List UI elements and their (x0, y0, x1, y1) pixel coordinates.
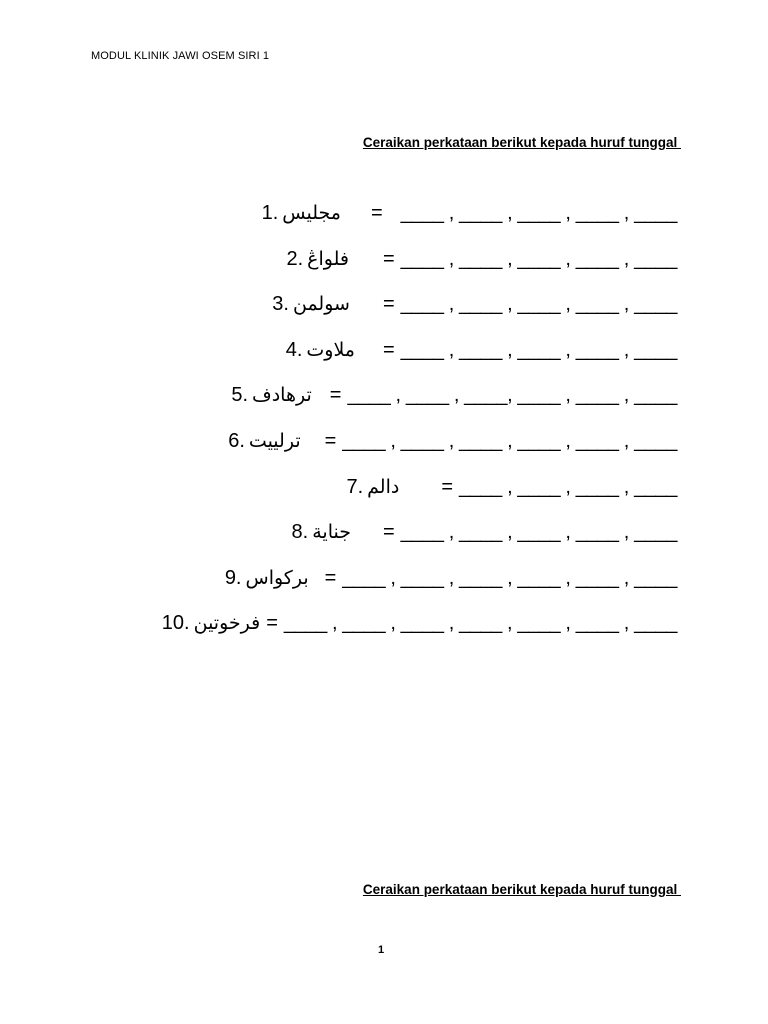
exercise-list (57, 202, 677, 658)
answer-blanks[interactable]: ____ , ____ , ____ , ____ , ____ , ____ , ____ (283, 612, 677, 635)
exercise-row-3 (57, 293, 677, 339)
equals-sign: = (324, 566, 337, 589)
document-header: MODUL KLINIK JAWI OSEM SIRI 1 (91, 50, 270, 62)
item-number: 6. (228, 429, 245, 452)
exercise-row-9 (57, 567, 677, 613)
instruction-heading: Ceraikan perkataan berikut kepada huruf tunggal (362, 135, 681, 150)
instruction-heading-bottom: Ceraikan perkataan berikut kepada huruf tunggal (362, 882, 681, 897)
answer-blanks[interactable]: ____ , ____ , ____ , ____ , ____ (400, 247, 677, 270)
answer-blanks[interactable]: ____ , ____ , ____ , ____ , ____ (400, 521, 677, 544)
answer-blanks[interactable]: ____ , ____ , ____ , ____ , ____ (400, 293, 677, 316)
jawi-word: برکواس (245, 566, 309, 589)
equals-sign: = (382, 338, 395, 361)
jawi-word: ترلييت (248, 429, 301, 452)
jawi-word: سولمن (292, 293, 350, 316)
item-number: 10. (161, 612, 190, 635)
item-number: 5. (231, 384, 249, 407)
exercise-row-5 (57, 384, 677, 430)
item-number: 9. (224, 566, 242, 589)
equals-sign: = (382, 293, 395, 316)
equals-sign: = (329, 384, 342, 407)
jawi-word: فلواڠ (307, 247, 349, 270)
exercise-row-1 (57, 202, 677, 248)
equals-sign: = (441, 475, 454, 498)
exercise-row-10 (57, 612, 677, 658)
page-number: 1 (378, 944, 385, 956)
item-number: 3. (272, 293, 289, 316)
item-number: 2. (286, 247, 304, 270)
answer-blanks[interactable]: ____ , ____ , ____ , ____ , ____ , ____ (342, 429, 677, 452)
exercise-row-8 (57, 521, 677, 567)
equals-sign: = (266, 612, 278, 635)
jawi-word: فرخوتين (193, 612, 261, 635)
item-number: 1. (261, 202, 279, 224)
answer-blanks[interactable]: ____ , ____ , ____ , ____ , ____ , ____ (342, 566, 677, 589)
answer-blanks[interactable]: ____ , ____ , ____, ____ , ____ , ____ (347, 384, 677, 407)
item-number: 4. (285, 338, 303, 361)
exercise-row-6 (57, 430, 677, 476)
jawi-word: دالم (367, 475, 400, 498)
item-number: 8. (291, 521, 309, 544)
answer-blanks[interactable]: ____ , ____ , ____ , ____ , ____ (400, 338, 677, 361)
equals-sign: = (382, 247, 395, 270)
jawi-word: جناية (312, 521, 351, 544)
equals-sign: = (382, 521, 395, 544)
jawi-word: مجليس (282, 202, 341, 224)
exercise-row-7 (57, 476, 677, 522)
exercise-row-2 (57, 248, 677, 294)
jawi-word: ترهادف (252, 384, 312, 407)
item-number: 7. (346, 475, 364, 498)
answer-blanks[interactable]: ____ , ____ , ____ , ____ (459, 475, 677, 498)
equals-sign: = (370, 202, 383, 224)
jawi-word: ملاوت (306, 338, 355, 361)
exercise-row-4 (57, 339, 677, 385)
equals-sign: = (324, 429, 337, 452)
answer-blanks[interactable]: ____ , ____ , ____ , ____ , ____ (400, 202, 677, 224)
